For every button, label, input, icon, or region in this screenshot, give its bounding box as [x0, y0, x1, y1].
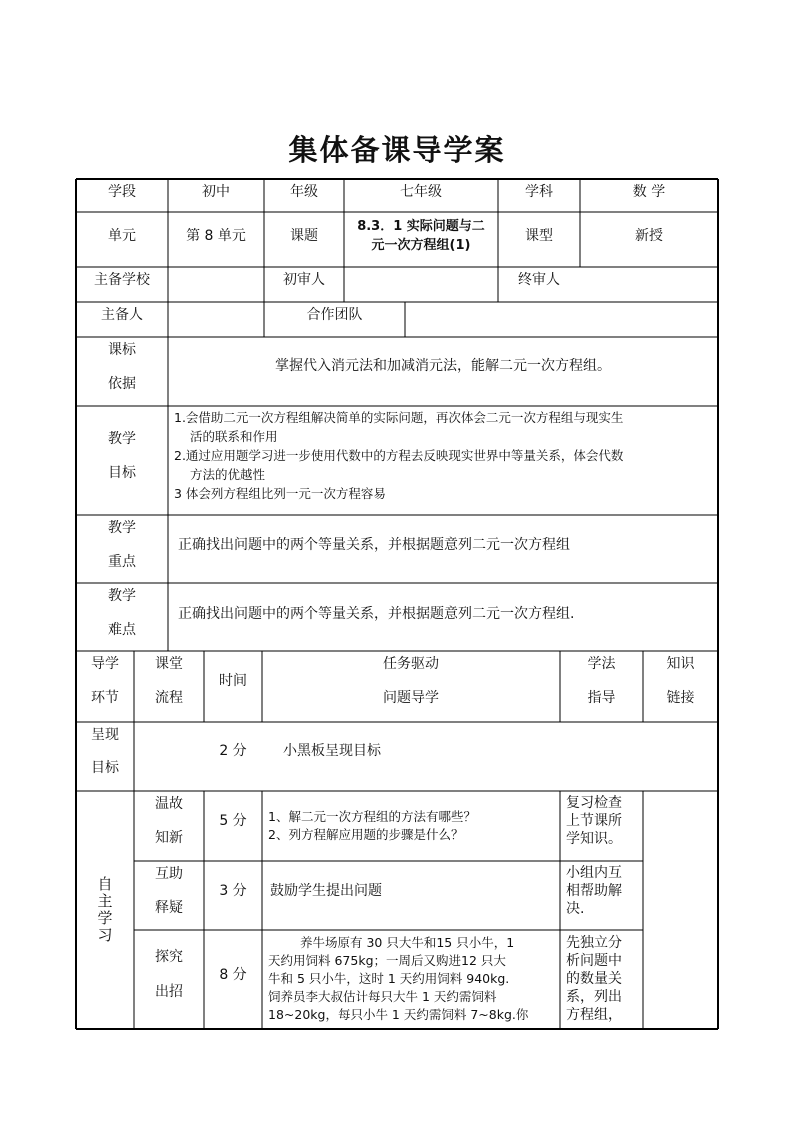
type-value: 新授: [635, 228, 663, 244]
flow-col2-line1: 课堂: [155, 656, 183, 672]
page-title: 集体备课导学案: [288, 133, 506, 167]
focus-label-2: 重点: [108, 554, 136, 570]
step-label-1: 温故: [155, 796, 183, 812]
guide-line: 上节课所: [566, 813, 622, 829]
step-time: 8 分: [219, 967, 247, 983]
difficulty-text: 正确找出问题中的两个等量关系，并根据题意列二元一次方程组.: [178, 606, 575, 622]
topic-line2: 元一次方程组(1): [371, 238, 471, 253]
grade-label: 年级: [290, 184, 318, 200]
topic-label: 课题: [290, 228, 318, 244]
basis-text: 掌握代入消元法和加减消元法，能解二元一次方程组。: [275, 358, 611, 374]
flow-col3: 时间: [219, 673, 247, 689]
goal-line: 方法的优越性: [190, 467, 266, 482]
guide-line: 决.: [566, 901, 585, 917]
task-line: 鼓励学生提出问题: [270, 883, 382, 899]
guide-line: 的数量关: [566, 971, 622, 987]
subject-value: 数 学: [632, 184, 666, 200]
task-line: 牛和 5 只小牛，这时 1 天约用饲料 940kg.: [268, 971, 510, 986]
task-line: 饲养员李大叔估计每只大牛 1 天约需饲料: [268, 989, 497, 1004]
basis-label-1: 课标: [108, 342, 136, 358]
task-line: 养牛场原有 30 只大牛和15 只小牛，1: [300, 935, 515, 950]
flow-col6-line2: 链接: [666, 690, 695, 706]
present-label-1: 呈现: [91, 727, 119, 743]
stage-label: 学段: [108, 184, 136, 200]
task-line: 18~20kg，每只小牛 1 天约需饲料 7~8kg.你: [268, 1007, 529, 1022]
flow-col1-line1: 导学: [91, 656, 119, 672]
guide-line: 学知识。: [566, 831, 622, 847]
step-label-2: 知新: [155, 830, 183, 846]
guide-line: 小组内互: [566, 865, 622, 881]
step-time: 3 分: [219, 883, 247, 899]
school-label: 主备学校: [94, 272, 150, 288]
flow-col2-line2: 流程: [155, 690, 183, 706]
present-text: 小黑板呈现目标: [283, 743, 381, 759]
flow-col5-line2: 指导: [587, 690, 616, 706]
guide-line: 相帮助解: [566, 883, 622, 899]
team-label: 合作团队: [306, 307, 363, 323]
step-label-2: 出招: [155, 984, 183, 1000]
goals-label-1: 教学: [108, 431, 136, 447]
difficulty-label-2: 难点: [108, 622, 136, 638]
focus-label-1: 教学: [108, 520, 136, 536]
final-reviewer-label: 终审人: [518, 272, 560, 288]
guide-line: 方程组，: [566, 1007, 622, 1023]
unit-value: 第 8 单元: [186, 228, 246, 244]
goal-line: 1.会借助二元一次方程组解决简单的实际问题，再次体会二元一次方程组与现实生: [174, 410, 624, 425]
difficulty-label-1: 教学: [108, 588, 136, 604]
flow-col4-line1: 任务驱动: [383, 656, 439, 672]
subject-label: 学科: [525, 184, 553, 200]
main-preparer-label: 主备人: [101, 307, 143, 323]
task-line: 天约用饲料 675kg；一周后又购进12 只大: [268, 953, 506, 968]
step-label-1: 互助: [155, 866, 183, 882]
guide-line: 复习检查: [566, 795, 622, 811]
goal-line: 3 体会列方程组比列一元一次方程容易: [174, 486, 386, 501]
self-study-label: 自主学习: [97, 875, 113, 944]
goal-line: 活的联系和作用: [190, 429, 278, 444]
present-label-2: 目标: [91, 760, 119, 776]
flow-col6-line1: 知识: [666, 656, 695, 672]
goal-line: 2.通过应用题学习进一步使用代数中的方程去反映现实世界中等量关系，体会代数: [174, 448, 624, 463]
goals-label-2: 目标: [108, 465, 136, 481]
task-line: 1、解二元一次方程组的方法有哪些？: [268, 809, 476, 824]
stage-value: 初中: [202, 184, 230, 200]
focus-text: 正确找出问题中的两个等量关系，并根据题意列二元一次方程组: [178, 537, 570, 553]
unit-label: 单元: [108, 228, 136, 244]
flow-col4-line2: 问题导学: [383, 690, 439, 706]
step-time: 5 分: [219, 813, 247, 829]
flow-col5-line1: 学法: [587, 656, 616, 672]
guide-line: 析问题中: [566, 953, 622, 969]
task-line: 2、列方程解应用题的步骤是什么？: [268, 827, 464, 842]
first-reviewer-label: 初审人: [283, 272, 325, 288]
guide-line: 系，列出: [566, 989, 622, 1005]
topic-line1: 8.3．1 实际问题与二: [357, 219, 485, 234]
grade-value: 七年级: [400, 184, 442, 200]
guide-line: 先独立分: [566, 935, 622, 951]
type-label: 课型: [525, 228, 553, 244]
step-label-2: 释疑: [155, 900, 183, 916]
basis-label-2: 依据: [108, 376, 136, 392]
present-time: 2 分: [219, 743, 247, 759]
flow-col1-line2: 环节: [91, 690, 119, 706]
step-label-1: 探究: [155, 949, 183, 965]
